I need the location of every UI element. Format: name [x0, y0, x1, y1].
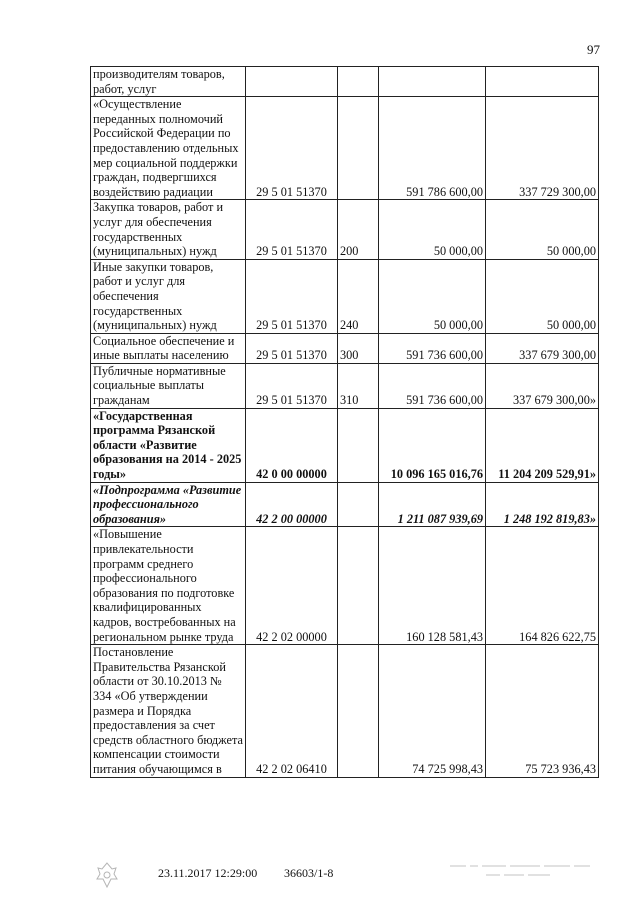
row-target-article-code [246, 527, 338, 645]
row-name [91, 259, 246, 333]
row-amount-1-text: 74 725 998,43 [412, 761, 483, 776]
row-target-article-code [246, 67, 338, 97]
row-amount-1 [379, 363, 486, 408]
row-expense-type-code [338, 97, 379, 200]
row-name [91, 363, 246, 408]
row-name-text: Закупка товаров, работ и услуг для обеспечения государственных (муниципальных) нужд [93, 200, 224, 259]
table-row [91, 200, 599, 259]
row-name-text: «Государственная программа Рязанской области «Развитие образования на 2014 - 2025 годы» [93, 408, 242, 482]
row-amount-1-text: 50 000,00 [433, 318, 483, 333]
row-name [91, 527, 246, 645]
row-target-article-code-text: 42 2 02 06410 [256, 761, 327, 776]
row-target-article-code [246, 200, 338, 259]
row-amount-1 [379, 200, 486, 259]
table-row [91, 527, 599, 645]
row-name-text: Постановление Правительства Рязанской области от 30.10.2013 № 334 «Об утверждении размера и Порядка предоставления за счет средств областного бюджета компенсации стоимости питания обучающимся в [93, 645, 243, 776]
page-footer [0, 866, 640, 896]
table-row [91, 97, 599, 200]
row-amount-2 [486, 97, 599, 200]
row-expense-type-code-text: 300 [340, 348, 359, 363]
budget-table [90, 66, 599, 778]
row-expense-type-code [338, 408, 379, 482]
row-amount-2 [486, 200, 599, 259]
row-target-article-code-text: 42 0 00 00000 [256, 467, 327, 482]
row-target-article-code [246, 482, 338, 527]
row-amount-2-text: 337 729 300,00 [519, 184, 596, 199]
footer-datetime: 23.11.2017 12:29:00 [158, 866, 258, 880]
row-target-article-code [246, 259, 338, 333]
row-target-article-code [246, 645, 338, 777]
row-expense-type-code [338, 200, 379, 259]
row-amount-1-text: 10 096 165 016,76 [390, 467, 483, 482]
row-expense-type-code [338, 363, 379, 408]
row-amount-1-text: 591 736 600,00 [406, 393, 483, 408]
row-name-text: «Подпрограмма «Развитие профессионального образования» [93, 482, 242, 526]
row-target-article-code [246, 97, 338, 200]
row-amount-2-text: 1 248 192 819,83» [503, 511, 596, 526]
row-amount-2 [486, 527, 599, 645]
row-amount-2 [486, 363, 599, 408]
row-amount-2 [486, 645, 599, 777]
row-amount-2 [486, 67, 599, 97]
row-expense-type-code-text: 240 [340, 318, 359, 333]
row-target-article-code-text: 29 5 01 51370 [256, 393, 327, 408]
row-amount-1 [379, 527, 486, 645]
row-name-text: «Повышение привлекательности программ среднего профессионального образования по подготовке квалифицированных кадров, востребованных на региональном рынке труда [93, 527, 236, 644]
e-signature-stamp-icon [446, 858, 596, 888]
row-amount-2 [486, 259, 599, 333]
row-target-article-code-text: 29 5 01 51370 [256, 318, 327, 333]
page-number: 97 [587, 42, 600, 57]
row-expense-type-code-text: 200 [340, 244, 359, 259]
row-expense-type-code [338, 527, 379, 645]
table-row [91, 259, 599, 333]
row-amount-1 [379, 482, 486, 527]
row-expense-type-code [338, 67, 379, 97]
row-amount-1 [379, 67, 486, 97]
row-name [91, 408, 246, 482]
row-target-article-code-text: 42 2 02 00000 [256, 629, 327, 644]
row-name-text: Иные закупки товаров, работ и услуг для обеспечения государственных (муниципальных) нужд [93, 259, 217, 333]
row-amount-1 [379, 408, 486, 482]
row-amount-2-text: 75 723 936,43 [525, 761, 596, 776]
row-expense-type-code-text: 310 [340, 393, 359, 408]
row-target-article-code [246, 408, 338, 482]
row-name [91, 482, 246, 527]
row-amount-1-text: 591 786 600,00 [406, 184, 483, 199]
row-amount-2-text: 50 000,00 [546, 318, 596, 333]
row-amount-1 [379, 259, 486, 333]
table-row [91, 363, 599, 408]
row-amount-1 [379, 333, 486, 363]
row-target-article-code-text: 29 5 01 51370 [256, 184, 327, 199]
row-amount-1-text: 1 211 087 939,69 [397, 511, 483, 526]
row-amount-2-text: 337 679 300,00» [512, 393, 596, 408]
table-row [91, 408, 599, 482]
row-amount-2-text: 11 204 209 529,91» [498, 467, 596, 482]
row-name-text: Социальное обеспечение и иные выплаты населению [93, 333, 235, 363]
row-amount-1-text: 160 128 581,43 [406, 629, 483, 644]
row-name [91, 333, 246, 363]
row-amount-2-text: 50 000,00 [546, 244, 596, 259]
row-target-article-code [246, 363, 338, 408]
row-target-article-code-text: 29 5 01 51370 [256, 348, 327, 363]
row-amount-2 [486, 482, 599, 527]
row-name [91, 200, 246, 259]
table-row [91, 482, 599, 527]
row-expense-type-code [338, 259, 379, 333]
row-amount-1-text: 50 000,00 [433, 244, 483, 259]
table-row [91, 333, 599, 363]
row-name-text: производителям товаров, работ, услуг [93, 67, 225, 96]
row-expense-type-code [338, 333, 379, 363]
table-row [91, 645, 599, 777]
row-name-text: Публичные нормативные социальные выплаты гражданам [93, 363, 226, 408]
row-name [91, 645, 246, 777]
row-amount-2-text: 164 826 622,75 [519, 629, 596, 644]
table-row [91, 67, 599, 97]
row-expense-type-code [338, 645, 379, 777]
footer-document-number: 36603/1-8 [284, 866, 334, 880]
row-target-article-code-text: 42 2 00 00000 [256, 511, 327, 526]
row-amount-2 [486, 333, 599, 363]
row-target-article-code-text: 29 5 01 51370 [256, 244, 327, 259]
row-amount-1 [379, 645, 486, 777]
emblem-icon [92, 860, 122, 894]
row-amount-2-text: 337 679 300,00 [519, 348, 596, 363]
row-amount-1-text: 591 736 600,00 [406, 348, 483, 363]
row-name-text: «Осуществление переданных полномочий Российской Федерации по предоставлению отдельных мер социальной поддержки граждан, подвергшихся воздействию радиации [93, 97, 239, 199]
row-amount-2 [486, 408, 599, 482]
row-name [91, 67, 246, 97]
row-target-article-code [246, 333, 338, 363]
row-expense-type-code [338, 482, 379, 527]
row-amount-1 [379, 97, 486, 200]
row-name [91, 97, 246, 200]
